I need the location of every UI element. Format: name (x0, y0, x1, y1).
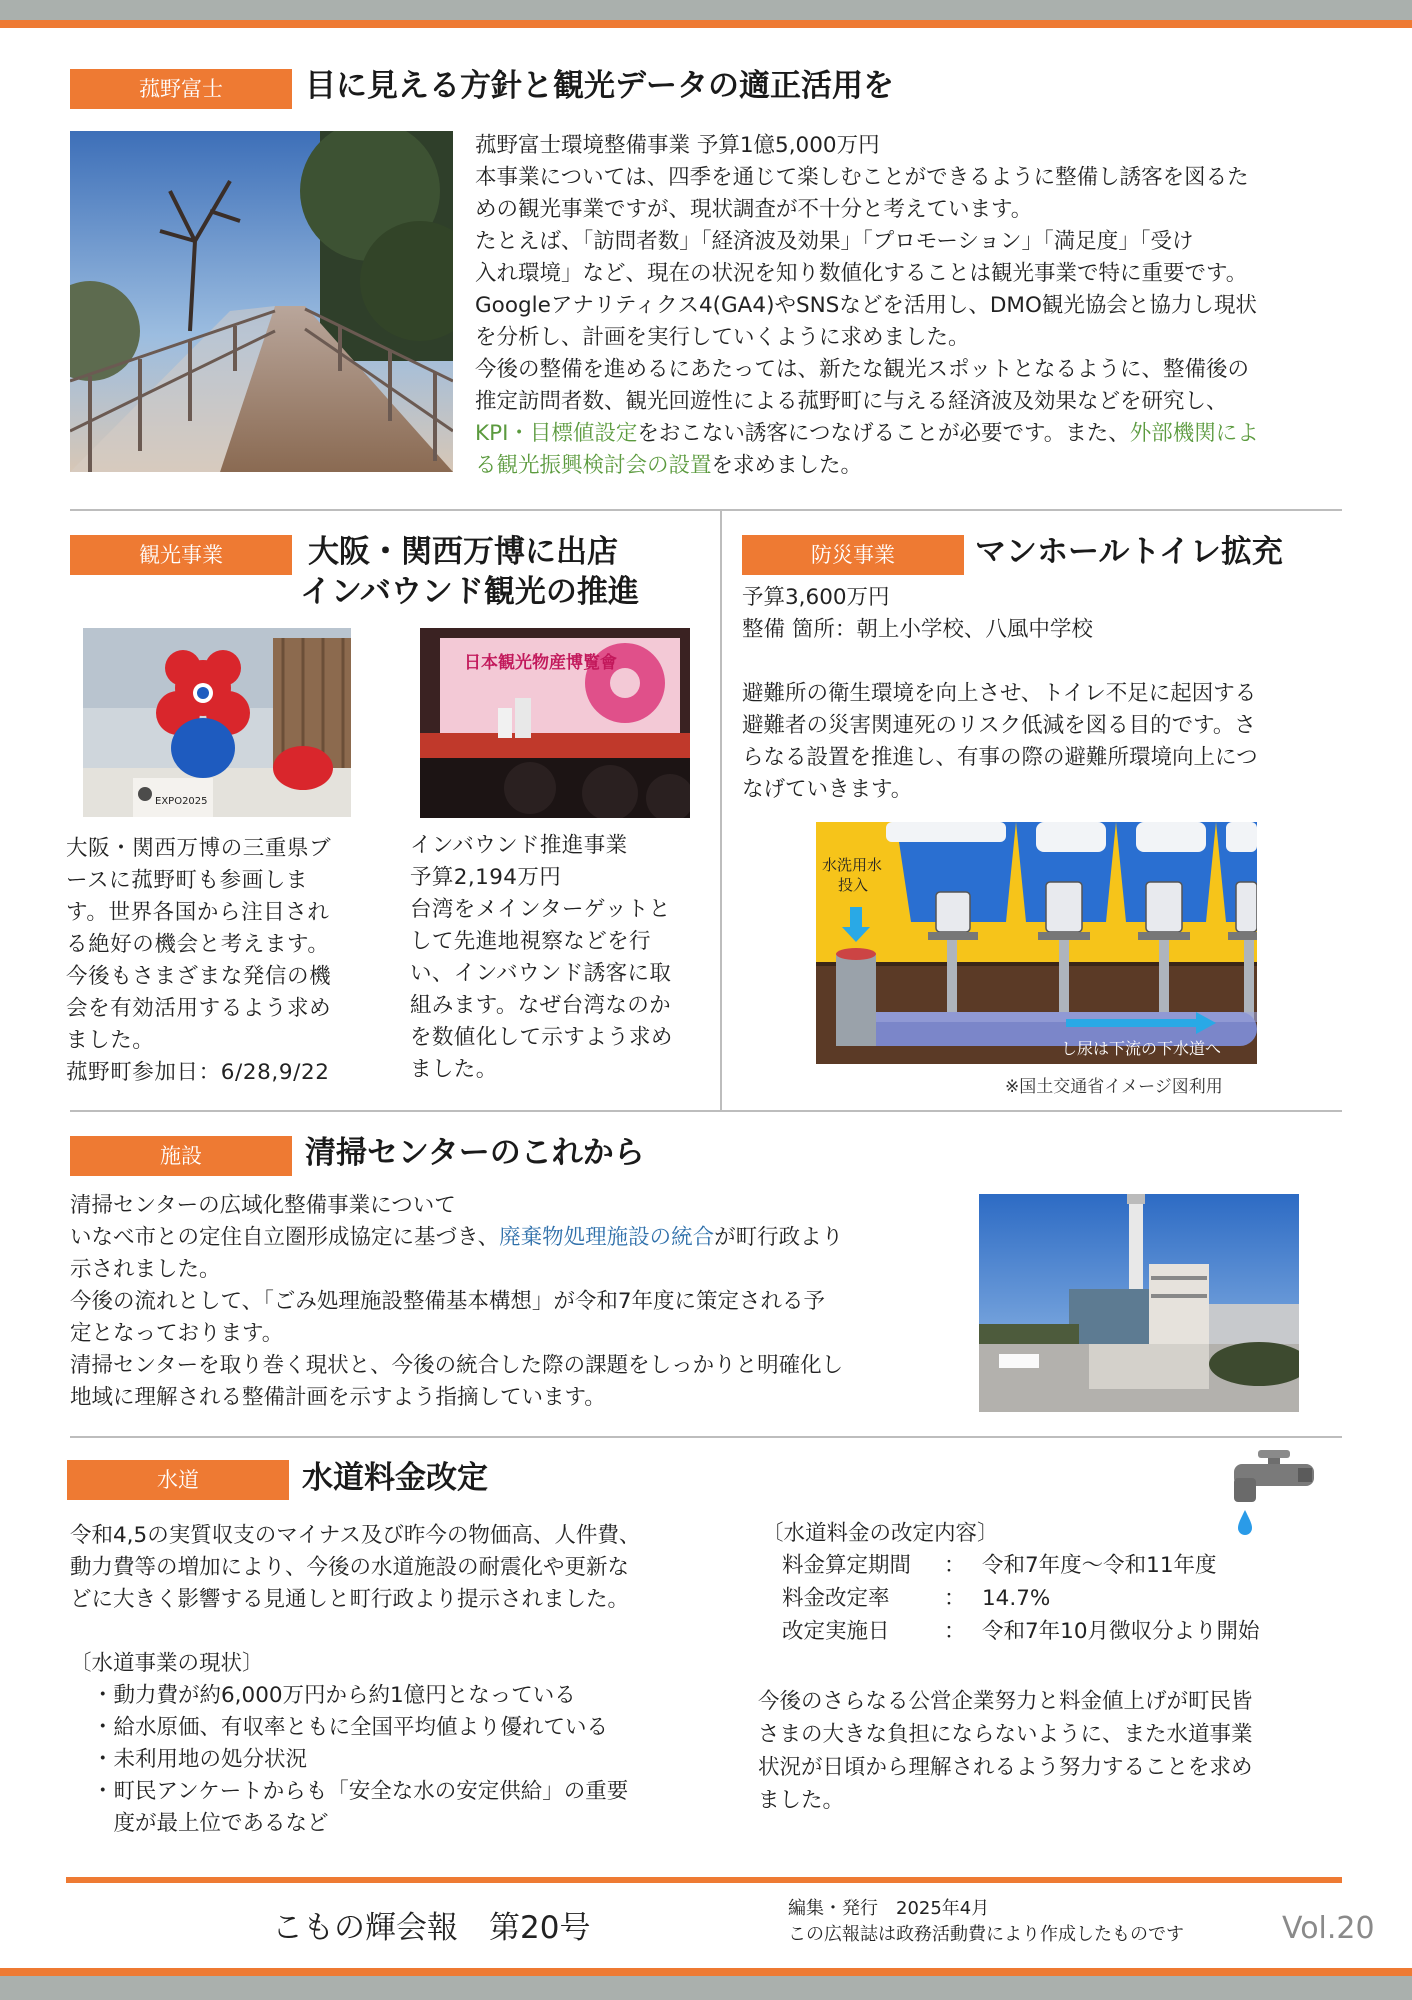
section-heading-water-rate: 水道料金改定 (302, 1460, 488, 1496)
divider (70, 1110, 1342, 1112)
text-line: 示されました。 (70, 1257, 221, 1282)
text-line (742, 646, 1258, 678)
text-line: 清掃センターを取り巻く現状と、今後の統合した際の課題をしっかりと明確化し (70, 1353, 844, 1378)
text-line: 令和4,5の実質収支のマイナス及び昨今の物価高、人件費、 (70, 1523, 641, 1548)
section-heading-manhole-toilet: マンホールトイレ拡充 (975, 534, 1283, 570)
text-line: さまの大きな負担にならないように、また水道事業 (758, 1722, 1253, 1747)
text-line: ースに菰野町も参画しま (66, 868, 309, 893)
revision-row: 料金算定期間 ： 令和7年度〜令和11年度 (782, 1553, 1217, 1578)
cleaning-center-text (70, 1190, 843, 1414)
water-status-list (70, 1648, 628, 1840)
komono-fuji-text (475, 130, 1259, 482)
section-tag-facility: 施設 (70, 1136, 292, 1176)
list-item: ・給水原価、有収率ともに全国平均値より優れている (92, 1715, 609, 1740)
bottom-gray-bar (0, 1976, 1412, 2000)
text-line: たとえば、「訪問者数」「経済波及効果」「プロモーション」「満足度」「受け (475, 229, 1194, 254)
divider (70, 509, 1342, 511)
text-line: 状況が日頃から理解されるよう努力することを求め (758, 1755, 1253, 1780)
diagram-label-water: 水洗用水 (822, 856, 883, 874)
text-line: す。世界各国から注目され (66, 900, 330, 925)
text-line: 菰野町参加日：6/28,9/22 (66, 1060, 330, 1085)
text-line: 今後の流れとして、「ごみ処理施設整備基本構想」が令和7年度に策定される予 (70, 1289, 826, 1314)
council-highlight: る観光振興検討会の設置 (475, 453, 712, 478)
text-line: 地域に理解される整備計画を示すよう指摘しています。 (70, 1385, 606, 1410)
section-heading-inbound: インバウンド観光の推進 (300, 574, 639, 610)
edit-date: 編集・発行 2025年4月 (788, 1898, 990, 1919)
disaster-text (742, 582, 1258, 806)
text-line: ました。 (66, 1028, 155, 1053)
water-intro-text (70, 1520, 640, 1616)
funding-note: この広報誌は政務活動費により作成したものです (788, 1924, 1184, 1945)
text-line: 菰野富士環境整備事業 予算1億5,000万円 (475, 133, 880, 158)
text-line: 台湾をメインターゲットと (410, 897, 671, 922)
revision-title: 〔水道料金の改定内容〕 (762, 1521, 999, 1546)
list-item: ・町民アンケートからも「安全な水の安定供給」の重要 (92, 1779, 629, 1804)
kpi-highlight: KPI・目標値設定 (475, 421, 638, 446)
text-line: 入れ環境」など、現在の状況を知り数値化することは観光事業で特に重要です。 (475, 261, 1248, 286)
external-org-highlight: 外部機関によ (1129, 421, 1259, 446)
list-item: ・動力費が約6,000万円から約1億円となっている (92, 1683, 576, 1708)
footer-orange-rule (66, 1877, 1342, 1883)
section-tag-water: 水道 (67, 1460, 289, 1500)
boardwalk-photo (70, 131, 453, 472)
section-tag-komono-fuji: 菰野富士 (70, 69, 292, 109)
text-line: 清掃センターの広域化整備事業について (70, 1193, 456, 1218)
section-heading-komono-fuji: 目に見える方針と観光データの適正活用を (305, 68, 894, 104)
text-line: 大阪・関西万博の三重県ブ (66, 836, 332, 861)
section-tag-tourism: 観光事業 (70, 535, 292, 575)
divider (70, 1436, 1342, 1438)
text-line: インバウンド推進事業 (410, 833, 628, 858)
text-line: 組みます。なぜ台湾なのか (410, 993, 672, 1018)
text-line: 今後のさらなる公営企業努力と料金値上げが町民皆 (758, 1689, 1253, 1714)
text-line: 予算3,600万円 (742, 585, 890, 610)
text-line: 避難所の衛生環境を向上させ、トイレ不足に起因する (742, 681, 1257, 706)
text-line: 整備 箇所：朝上小学校、八風中学校 (742, 617, 1093, 642)
list-item: 度が最上位であるなど (92, 1811, 329, 1836)
text-line: 今後の整備を進めるにあたっては、新たな観光スポットとなるように、整備後の (475, 357, 1250, 382)
column-divider (720, 510, 722, 1110)
section-heading-cleaning-center: 清掃センターのこれから (305, 1135, 645, 1171)
bottom-orange-line (0, 1968, 1412, 1976)
list-title: 〔水道事業の現状〕 (70, 1651, 264, 1676)
list-item: ・未利用地の処分状況 (92, 1747, 308, 1772)
text-line: を数値化して示すよう求め (410, 1025, 673, 1050)
expo-logo-text: EXPO2025 (155, 796, 208, 807)
waste-facility-highlight: 廃棄物処理施設の統合 (499, 1225, 715, 1250)
revision-row: 改定実施日 ： 令和7年10月徴収分より開始 (782, 1619, 1260, 1644)
volume-number: Vol.20 (1282, 1911, 1375, 1946)
footer-info (788, 1896, 1184, 1948)
text-line: して先進地視察などを行 (410, 929, 651, 954)
top-orange-line (0, 20, 1412, 28)
text-line: を分析し、計画を実行していくように求めました。 (475, 325, 970, 350)
text-line: なげていきます。 (742, 777, 913, 802)
text-line: る絶好の機会と考えます。 (66, 932, 330, 957)
text-line: Googleアナリティクス4(GA4)やSNSなどを活用し、DMO観光協会と協力し現状 (475, 293, 1257, 318)
text-line: 本事業については、四季を通じて楽しむことができるように整備し誘客を図るた (475, 165, 1249, 190)
banner-text: 日本観光物産博覧會 (464, 653, 617, 673)
expo-mascot-photo (83, 628, 351, 817)
manhole-toilet-diagram (816, 822, 1257, 1064)
section-heading-expo: 大阪・関西万博に出店 (308, 534, 618, 570)
top-gray-bar (0, 0, 1412, 20)
text-line: 会を有効活用するよう求め (66, 996, 332, 1021)
text-line: 推定訪問者数、観光回遊性による菰野町に与える経済波及効果などを研究し、 (475, 389, 1228, 414)
text-line: ました。 (758, 1788, 845, 1813)
text-line: 動力費等の増加により、今後の水道施設の耐震化や更新な (70, 1555, 630, 1580)
text-line: 避難者の災害関連死のリスク低減を図る目的です。さ (742, 713, 1256, 738)
water-closing-text (758, 1685, 1253, 1817)
text-line: 定となっております。 (70, 1321, 284, 1346)
expo-text (66, 833, 331, 1089)
text-line: KPI・目標値設定をおこない誘客につなげることが必要です。また、外部機関によ (475, 421, 1259, 446)
inbound-text (410, 830, 673, 1086)
text-line: い、インバウンド誘客に取 (410, 961, 672, 986)
text-line: 予算2,194万円 (410, 865, 562, 890)
diagram-caption: ※国土交通省イメージ図利用 (1005, 1077, 1223, 1097)
water-revision (762, 1518, 1260, 1649)
text-line: いなべ市との定住自立圏形成協定に基づき、廃棄物処理施設の統合が町行政より (70, 1225, 844, 1250)
text-line: めの観光事業ですが、現状調査が不十分と考えています。 (475, 197, 1033, 222)
taiwan-event-photo (420, 628, 690, 818)
text-line: どに大きく影響する見通しと町行政より提示されました。 (70, 1587, 630, 1612)
section-tag-disaster: 防災事業 (742, 535, 964, 575)
text-line: 今後もさまざまな発信の機 (66, 964, 332, 989)
diagram-label-input: 投入 (838, 876, 869, 894)
text-line: ました。 (410, 1057, 498, 1082)
text-line: らなる設置を推進し、有事の際の避難所環境向上につ (742, 745, 1258, 770)
newsletter-title: こもの輝会報 第20号 (272, 1910, 591, 1946)
text-line: る観光振興検討会の設置を求めました。 (475, 453, 863, 478)
revision-row: 料金改定率 ： 14.7% (782, 1586, 1051, 1611)
diagram-arrow-text: し尿は下流の下水道へ (1061, 1039, 1222, 1058)
cleaning-center-photo (979, 1194, 1299, 1412)
